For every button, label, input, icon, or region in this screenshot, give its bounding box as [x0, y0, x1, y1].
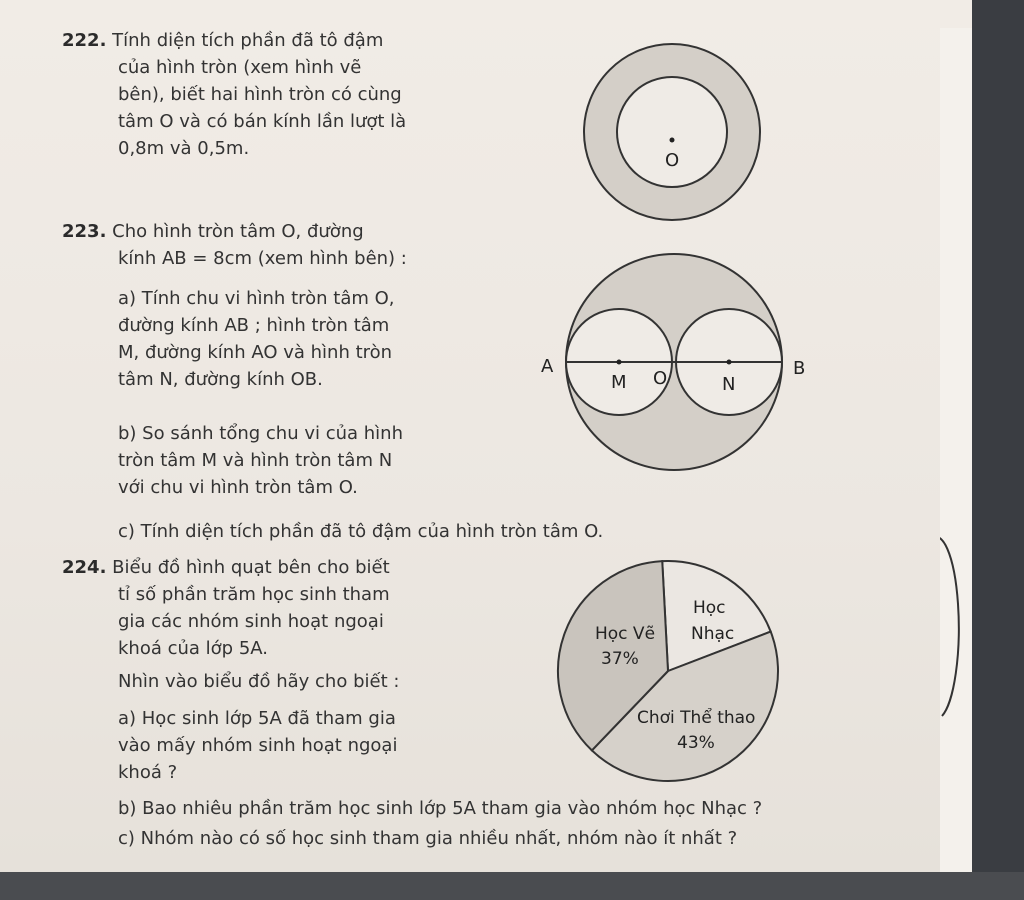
problem-number: 222. — [62, 30, 107, 51]
slice-label-hoc-ve: Học Vẽ — [595, 624, 656, 644]
slice-label-choi-the-thao: Chơi Thể thao — [637, 708, 756, 728]
problem-text-line: của hình tròn (xem hình vẽ — [118, 57, 362, 78]
three-circles-figure — [535, 248, 815, 478]
point-n — [727, 360, 732, 365]
problem-text-line: Cho hình tròn tâm O, đường — [112, 221, 364, 242]
problem-text-line: tròn tâm M và hình tròn tâm N — [118, 450, 393, 471]
problem-text-line: khoá ? — [118, 762, 178, 783]
problem-text-line: a) Tính chu vi hình tròn tâm O, — [118, 288, 395, 309]
slice-value-choi-the-thao: 43% — [677, 733, 715, 753]
problem-number: 223. — [62, 221, 107, 242]
point-m — [617, 360, 622, 365]
problem-text-line: M, đường kính AO và hình tròn — [118, 342, 393, 363]
center-label: O — [665, 150, 680, 171]
problem-223-part-c: c) Tính diện tích phần đã tô đậm của hình tròn tâm O. — [118, 521, 604, 542]
problem-text-line: bên), biết hai hình tròn có cùng — [118, 84, 402, 105]
problem-text-line: với chu vi hình tròn tâm O. — [118, 477, 358, 498]
adjacent-page-figure — [940, 28, 972, 872]
problem-text-line: tỉ số phần trăm học sinh tham — [118, 584, 390, 605]
pie-slices — [558, 561, 778, 781]
problem-text-line: tâm N, đường kính OB. — [118, 369, 323, 390]
problem-text-line: đường kính AB ; hình tròn tâm — [118, 315, 390, 336]
problem-223-part-a — [118, 285, 478, 393]
problem-224-part-b: b) Bao nhiêu phần trăm học sinh lớp 5A tham gia vào nhóm học Nhạc ? — [118, 798, 763, 819]
problem-text-line: a) Học sinh lớp 5A đã tham gia — [118, 708, 396, 729]
problem-223 — [62, 218, 482, 272]
problem-222 — [62, 27, 462, 162]
problem-224-prompt: Nhìn vào biểu đồ hãy cho biết : — [118, 671, 400, 692]
adjacent-page-edge — [940, 28, 972, 872]
problem-text-line: vào mấy nhóm sinh hoạt ngoại — [118, 735, 398, 756]
label-m: M — [611, 372, 627, 393]
problem-224-part-a — [118, 705, 478, 786]
problem-224-part-c: c) Nhóm nào có số học sinh tham gia nhiều nhất, nhóm nào ít nhất ? — [118, 828, 738, 849]
slice-label-hoc-nhac-1: Học — [693, 598, 726, 618]
problem-text-line: b) So sánh tổng chu vi của hình — [118, 423, 403, 444]
problem-text-line: 0,8m và 0,5m. — [118, 138, 250, 159]
problem-text-line: Tính diện tích phần đã tô đậm — [112, 30, 384, 51]
viewer-bottom-bar — [0, 872, 1024, 900]
label-a: A — [541, 356, 554, 377]
problem-text-line: Biểu đồ hình quạt bên cho biết — [112, 557, 390, 578]
problem-text-line: tâm O và có bán kính lần lượt là — [118, 111, 407, 132]
concentric-circles-figure — [580, 40, 780, 240]
problem-text-line: kính AB = 8cm (xem hình bên) : — [118, 248, 407, 269]
pie-chart — [555, 560, 795, 790]
problem-224 — [62, 554, 482, 662]
problem-text-line: khoá của lớp 5A. — [118, 638, 268, 659]
problem-223-part-b — [118, 420, 478, 501]
problem-text-line: gia các nhóm sinh hoạt ngoại — [118, 611, 384, 632]
label-n: N — [722, 374, 736, 395]
slice-label-hoc-nhac-2: Nhạc — [691, 624, 735, 644]
problem-number: 224. — [62, 557, 107, 578]
center-point — [670, 138, 675, 143]
slice-value-hoc-ve: 37% — [601, 649, 639, 669]
label-b: B — [793, 358, 806, 379]
label-o: O — [653, 368, 668, 389]
